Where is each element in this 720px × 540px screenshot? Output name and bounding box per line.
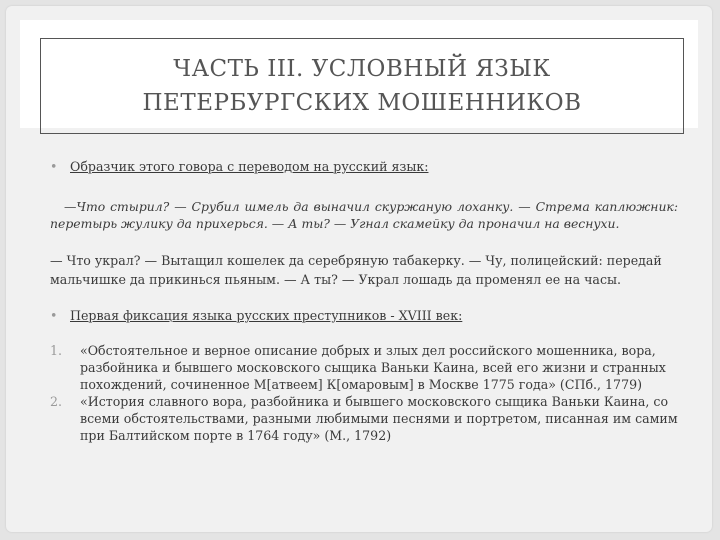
title-frame bbox=[40, 38, 684, 134]
title-line-1: ЧАСТЬ III. УСЛОВНЫЙ ЯЗЫК bbox=[173, 56, 551, 82]
bullet-dot-icon: • bbox=[50, 308, 58, 323]
title-line-2: ПЕТЕРБУРГСКИХ МОШЕННИКОВ bbox=[142, 90, 582, 116]
source-item bbox=[50, 393, 678, 444]
source-text: «История славного вора, разбойника и бывшего московского сыщика Ваньки Каина, со всеми обстоятельствами, разными любимыми песнями и портретом, писанная им самим при Балтийском порте в 1764 году» (М., 1792) bbox=[80, 394, 678, 443]
title-band bbox=[20, 20, 698, 128]
bullet-sample bbox=[50, 158, 678, 175]
bullet-dot-icon: • bbox=[50, 159, 58, 174]
bullet-first-record bbox=[50, 307, 678, 324]
bullet-first-record-text: Первая фиксация языка русских преступников - XVIII век: bbox=[70, 308, 463, 323]
slide-title bbox=[143, 52, 582, 120]
source-number: 1. bbox=[50, 343, 63, 358]
slide-content bbox=[50, 158, 678, 444]
source-number: 2. bbox=[50, 394, 63, 409]
source-text: «Обстоятельное и верное описание добрых и злых дел российского мошенника, вора, разбойника и бывшего московского сыщика Ваньки Каина, всей его жизни и странных похождений, сочиненное М[атвеем] К[омаровым] в Москве 1775 года» (СПб., 1779) bbox=[80, 343, 666, 392]
bullet-sample-text: Образчик этого говора с переводом на русский язык: bbox=[70, 159, 429, 174]
argot-dialogue: —Что стырил? — Срубил шмель да выначил скуржаную лоханку. — Стрема каплюжник: перетырь жулику да прихерься. — А ты? — Угнал скамейку да проначил на веснухи. bbox=[50, 199, 678, 231]
slide bbox=[6, 6, 712, 532]
sources-list bbox=[50, 342, 678, 444]
source-item bbox=[50, 342, 678, 393]
translation-dialogue: — Что украл? — Вытащил кошелек да серебряную табакерку. — Чу, полицейский: передай мальчишке да прикинься пьяным. — А ты? — Украл лошадь да променял ее на часы. bbox=[50, 253, 662, 287]
